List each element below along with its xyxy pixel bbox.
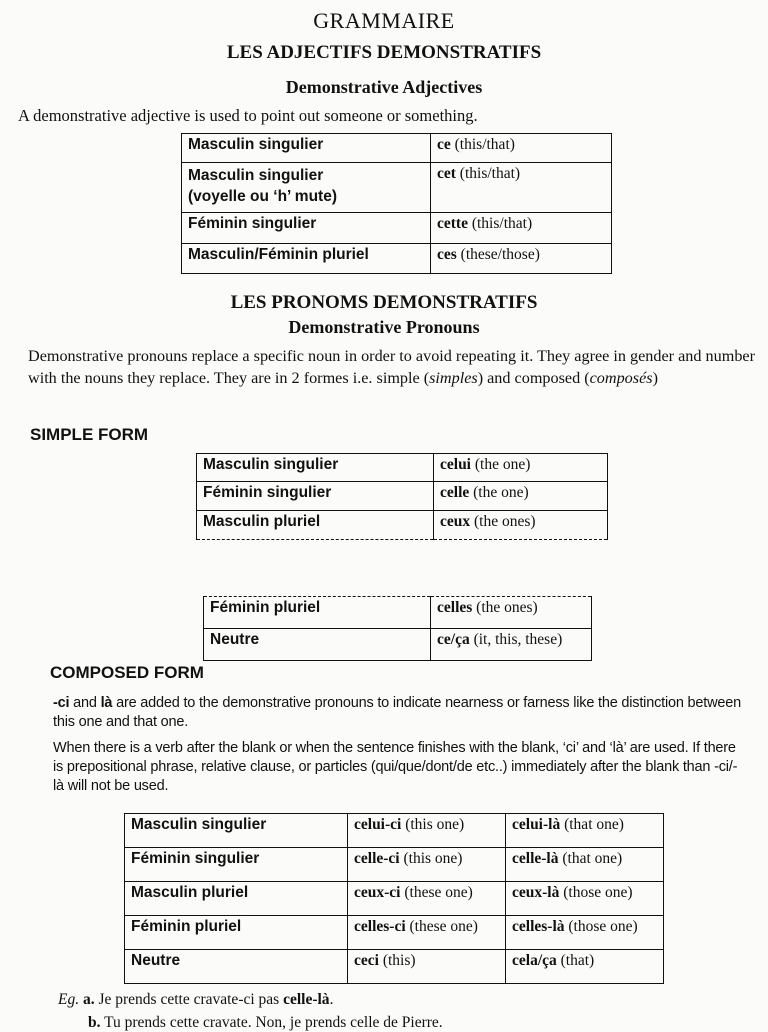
table-cell-value: cette (this/that) xyxy=(431,213,612,244)
table-row xyxy=(197,482,608,511)
table-row xyxy=(125,848,664,882)
table-cell-value: ce (this/that) xyxy=(431,134,612,163)
example-a: Eg. a. Je prends cette cravate-ci pas celle-là. xyxy=(58,991,334,1008)
table-cell-value: celui (the one) xyxy=(434,454,608,482)
composed-paragraph-2: When there is a verb after the blank or when the sentence finishes with the blank, ‘ci’ and ‘là’ are used. If there is prepositional phrase, relative clause, or particles (qui/que/dont/de etc..) immediately after the blank than -ci/-là will not be used. xyxy=(53,740,738,794)
pronouns-intro: Demonstrative pronouns replace a specific noun in order to avoid repeating it. They agree in gender and number with the nouns they replace. They are in 2 formes i.e. simple (simples) and composed (composés) xyxy=(28,347,755,387)
table-cell-label: Masculin singulier (voyelle ou ‘h’ mute) xyxy=(182,163,431,213)
table-cell-value: celle (the one) xyxy=(434,482,608,511)
table-row xyxy=(182,213,612,244)
table-cell-value: ceci (this) xyxy=(348,950,506,984)
page-title: GRAMMAIRE xyxy=(313,8,455,33)
table-cell-label: Féminin pluriel xyxy=(125,916,348,950)
simple-form-heading: SIMPLE FORM xyxy=(30,425,149,444)
table-row xyxy=(197,511,608,540)
section-subtitle-pronouns: Demonstrative Pronouns xyxy=(288,317,480,337)
table-row xyxy=(204,629,592,661)
adjective-intro: A demonstrative adjective is used to point out someone or something. xyxy=(18,106,478,125)
table-cell-value: cela/ça (that) xyxy=(506,950,664,984)
table-cell-value: ces (these/those) xyxy=(431,244,612,274)
table-cell-label: Neutre xyxy=(204,629,431,661)
table-row xyxy=(182,134,612,163)
table-row xyxy=(182,163,612,213)
table-cell-value: ceux-là (those one) xyxy=(506,882,664,916)
table-cell-value: celles-là (those one) xyxy=(506,916,664,950)
table-row xyxy=(204,597,592,629)
composed-form-table xyxy=(124,813,664,984)
table-cell-label: Masculin singulier xyxy=(182,134,431,163)
table-cell-label: Féminin singulier xyxy=(182,213,431,244)
table-cell-label: Féminin pluriel xyxy=(204,597,431,629)
table-row xyxy=(182,244,612,274)
composed-paragraph-1: -ci and là are added to the demonstrative pronouns to indicate nearness or farness like the distinction between this one and that one. xyxy=(53,695,741,730)
section-title-pronouns: LES PRONOMS DEMONSTRATIFS xyxy=(230,292,538,313)
composed-form-heading: COMPOSED FORM xyxy=(50,663,204,682)
table-cell-label: Masculin pluriel xyxy=(197,511,434,540)
table-cell-value: celui-ci (this one) xyxy=(348,814,506,848)
table-cell-value: ce/ça (it, this, these) xyxy=(431,629,592,661)
table-row xyxy=(125,882,664,916)
table-cell-label: Masculin singulier xyxy=(125,814,348,848)
table-row xyxy=(125,950,664,984)
simple-form-table-2 xyxy=(203,596,592,661)
table-cell-value: celle-ci (this one) xyxy=(348,848,506,882)
table-cell-value: celle-là (that one) xyxy=(506,848,664,882)
example-b: b. Tu prends cette cravate. Non, je prends celle de Pierre. xyxy=(88,1014,443,1031)
table-cell-label: Féminin singulier xyxy=(125,848,348,882)
table-cell-label: Masculin singulier xyxy=(197,454,434,482)
table-cell-value: celles-ci (these one) xyxy=(348,916,506,950)
table-cell-label: Féminin singulier xyxy=(197,482,434,511)
section-title-adjectives: LES ADJECTIFS DEMONSTRATIFS xyxy=(226,42,542,63)
table-cell-value: ceux (the ones) xyxy=(434,511,608,540)
table-cell-label: Neutre xyxy=(125,950,348,984)
table-cell-value: cet (this/that) xyxy=(431,163,612,213)
table-row xyxy=(125,814,664,848)
table-cell-label: Masculin/Féminin pluriel xyxy=(182,244,431,274)
section-subtitle-adjectives: Demonstrative Adjectives xyxy=(285,77,483,97)
table-row xyxy=(197,454,608,482)
table-cell-value: celles (the ones) xyxy=(431,597,592,629)
table-cell-label: Masculin pluriel xyxy=(125,882,348,916)
table-cell-value: ceux-ci (these one) xyxy=(348,882,506,916)
table-cell-value: celui-là (that one) xyxy=(506,814,664,848)
adjective-table xyxy=(181,133,612,274)
simple-form-table-1 xyxy=(196,453,608,540)
table-row xyxy=(125,916,664,950)
